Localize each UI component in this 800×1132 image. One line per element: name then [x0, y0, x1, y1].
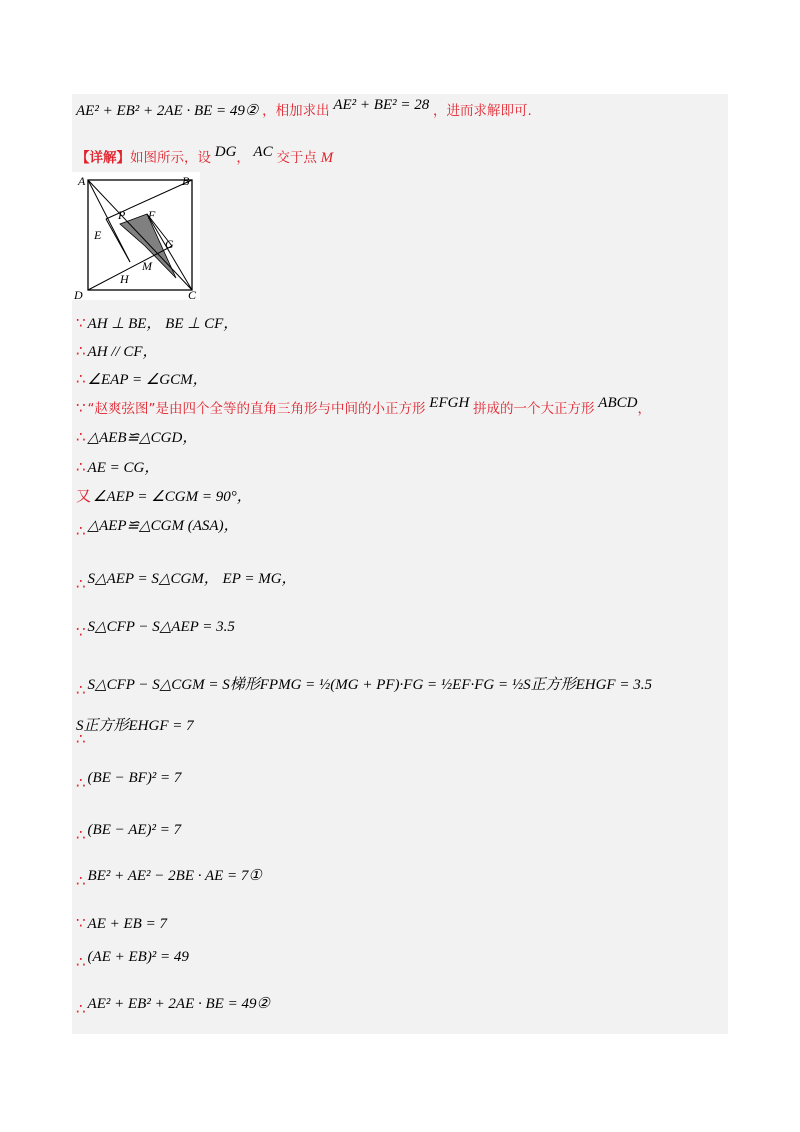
step-text: ∠EAP = ∠GCM，: [87, 372, 208, 388]
step-text: △AEB≌△CGD，: [87, 430, 198, 446]
equation-2-summary: AE² + EB² + 2AE · BE = 49②: [76, 103, 259, 119]
step-text: △AEP≌△CGM (ASA)，: [87, 518, 239, 534]
step-text: AE = CG，: [87, 460, 160, 476]
step-17: [76, 947, 189, 971]
therefore-symbol: ∴: [76, 370, 86, 388]
step-2: [76, 340, 158, 361]
label-c: C: [188, 288, 197, 300]
because-symbol: ∵: [76, 623, 86, 641]
step-13: [76, 768, 182, 792]
therefore-symbol: ∴: [76, 953, 86, 971]
step-1: [76, 312, 238, 333]
label-a: A: [78, 174, 86, 188]
dg-symbol: DG: [214, 144, 237, 160]
therefore-symbol: ∴: [76, 681, 86, 699]
label-f: F: [148, 208, 156, 222]
step-text: S正方形EHGF = 7: [76, 718, 194, 734]
step-5: [76, 426, 197, 447]
label-d: D: [74, 288, 83, 300]
line-1: [76, 99, 532, 120]
because-symbol: ∵: [76, 399, 86, 417]
sum-equation: AE² + BE² = 28: [333, 97, 430, 113]
step-16: [76, 914, 167, 933]
note-text: ，相加求出: [262, 103, 330, 119]
therefore-symbol: ∴: [76, 522, 86, 540]
zhao-shuang-diagram: [72, 172, 200, 300]
step-text: (BE − AE)² = 7: [87, 822, 182, 838]
label-e: E: [94, 228, 102, 242]
step-14: [76, 820, 182, 844]
detail-tail: 交于点: [276, 150, 317, 166]
step-6: [76, 456, 159, 477]
therefore-symbol: ∴: [76, 872, 86, 890]
label-m: M: [142, 259, 152, 273]
therefore-symbol: ∴: [76, 730, 86, 748]
step-text: AE + EB = 7: [87, 916, 167, 932]
step-text: S△CFP − S△CGM = S梯形FPMG = ½(MG + PF)·FG = ½EF·FG = ½S正方形EHGF = 3.5: [87, 677, 652, 693]
step-text: AH ⊥ BE， BE ⊥ CF，: [87, 316, 239, 332]
step-15: [76, 866, 262, 890]
also-symbol: 又: [76, 487, 92, 505]
zhao-shuang-text: “赵爽弦图”是由四个全等的直角三角形与中间的小正方形: [87, 401, 426, 417]
therefore-symbol: ∴: [76, 575, 86, 593]
label-h: H: [120, 272, 129, 286]
label-p: P: [118, 208, 126, 222]
therefore-symbol: ∴: [76, 774, 86, 792]
step-text: AH // CF，: [87, 344, 158, 360]
equation-1: BE² + AE² − 2BE · AE = 7①: [87, 868, 262, 884]
because-symbol: ∵: [76, 914, 86, 932]
detail-sep: ，: [236, 150, 250, 166]
step-11: [76, 673, 652, 699]
geometry-figure: [72, 172, 200, 300]
line-d-g: [88, 246, 172, 290]
step-9: [76, 567, 297, 593]
zhao-shuang-text-2: 拼成的一个大正方形: [473, 401, 595, 417]
therefore-symbol: ∴: [76, 428, 86, 446]
therefore-symbol: ∴: [76, 342, 86, 360]
step-4: [76, 397, 651, 418]
step-text: (BE − BF)² = 7: [87, 770, 182, 786]
step-8: [76, 514, 239, 540]
detail-text: 如图所示，设: [130, 150, 211, 166]
detail-label: 【详解】: [76, 150, 130, 166]
therefore-symbol: ∴: [76, 826, 86, 844]
ac-symbol: AC: [253, 144, 273, 160]
step-10: [76, 617, 235, 641]
therefore-symbol: ∴: [76, 458, 86, 476]
because-symbol: ∵: [76, 314, 86, 332]
label-b: B: [182, 174, 190, 188]
step-3: [76, 368, 208, 389]
abcd-symbol: ABCD: [598, 395, 638, 411]
note-tail: ，进而求解即可.: [433, 103, 532, 119]
step-7: [76, 485, 252, 506]
step-text: (AE + EB)² = 49: [87, 949, 189, 965]
step-18: [76, 994, 270, 1018]
step-text: S△CFP − S△AEP = 3.5: [87, 619, 235, 635]
step-12: [76, 714, 194, 735]
step-text: ∠AEP = ∠CGM = 90°，: [93, 489, 252, 505]
efgh-symbol: EFGH: [429, 395, 470, 411]
comma: ，: [637, 401, 651, 417]
step-text: S△AEP = S△CGM， EP = MG，: [87, 571, 297, 587]
step-12-sym: [76, 730, 88, 749]
therefore-symbol: ∴: [76, 1000, 86, 1018]
label-g: G: [165, 237, 174, 251]
diagonal-ac: [88, 180, 192, 290]
point-m: M: [320, 150, 334, 166]
equation-2: AE² + EB² + 2AE · BE = 49②: [87, 996, 270, 1012]
detail-line: [76, 146, 333, 167]
